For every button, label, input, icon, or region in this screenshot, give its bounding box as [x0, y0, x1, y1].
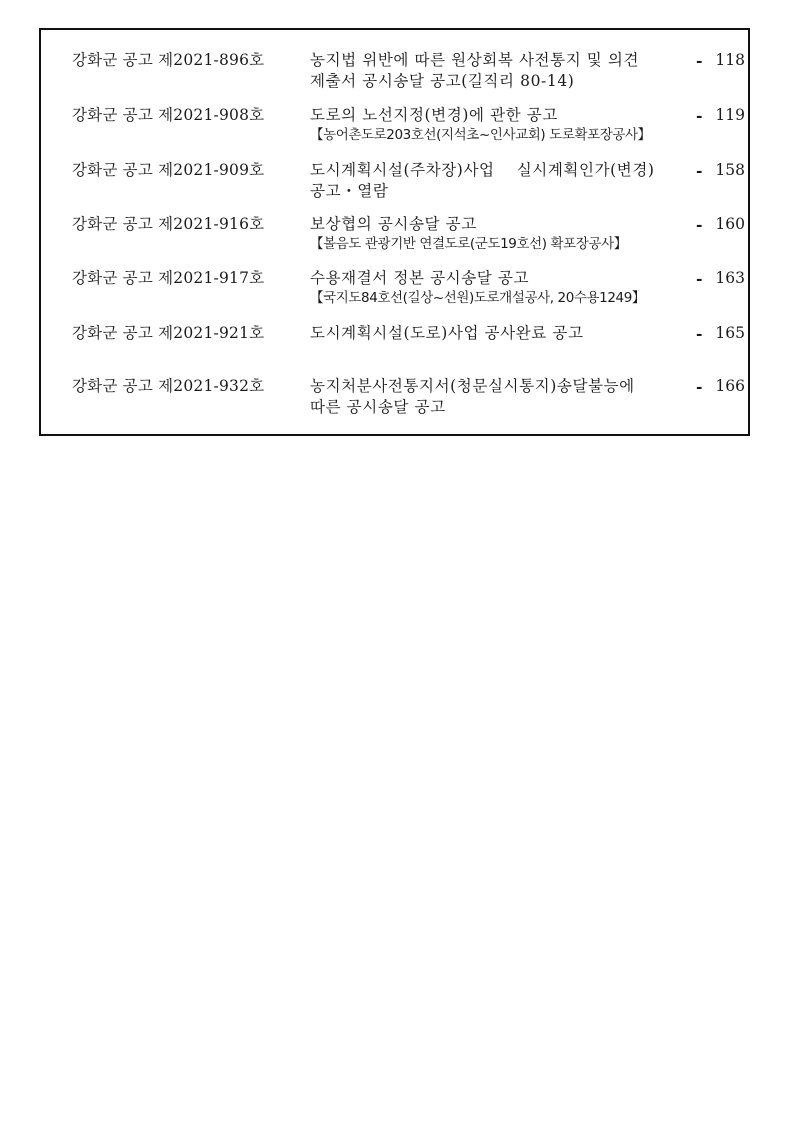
leader-dash: - — [696, 324, 703, 343]
notice-title-line: 공고・열람 — [310, 182, 389, 200]
page-number: 158 — [715, 161, 745, 179]
table-of-contents — [39, 28, 750, 436]
page-number: 118 — [715, 51, 745, 69]
notice-title — [310, 160, 703, 202]
notice-number: 강화군 공고 제2021-917호 — [72, 269, 265, 287]
toc-entry — [41, 50, 748, 94]
notice-title — [310, 214, 703, 254]
notice-subtitle: 【농어촌도로203호선(지석초~인사교회) 도로확포장공사】 — [310, 127, 651, 143]
notice-number: 강화군 공고 제2021-921호 — [72, 324, 265, 342]
notice-number: 강화군 공고 제2021-932호 — [72, 377, 265, 395]
notice-title — [310, 323, 703, 344]
notice-title — [310, 376, 703, 418]
toc-entry — [41, 376, 748, 420]
leader-dash: - — [696, 269, 703, 288]
notice-title-line: 농지법 위반에 따른 원상회복 사전통지 및 의견 — [310, 51, 640, 69]
notice-title-line: 도시계획시설(주차장)사업 실시계획인가(변경) — [310, 161, 655, 179]
toc-entry — [41, 160, 748, 204]
notice-subtitle: 【국지도84호선(길상~선원)도로개설공사, 20수용1249】 — [310, 290, 646, 306]
notice-title-line: 농지처분사전통지서(청문실시통지)송달불능에 — [310, 377, 635, 395]
notice-title — [310, 50, 703, 92]
notice-title — [310, 268, 703, 308]
notice-title-line: 도로의 노선지정(변경)에 관한 공고 — [310, 106, 558, 124]
leader-dash: - — [696, 377, 703, 396]
notice-number: 강화군 공고 제2021-896호 — [72, 51, 265, 69]
toc-entry — [41, 323, 748, 367]
notice-title-line: 도시계획시설(도로)사업 공사완료 공고 — [310, 324, 584, 342]
page-number: 166 — [715, 377, 745, 395]
toc-entry — [41, 268, 748, 312]
leader-dash: - — [696, 51, 703, 70]
toc-entry — [41, 105, 748, 149]
notice-subtitle: 【볼음도 관광기반 연결도로(군도19호선) 확포장공사】 — [310, 236, 627, 252]
page-number: 119 — [715, 106, 745, 124]
notice-number: 강화군 공고 제2021-909호 — [72, 161, 265, 179]
leader-dash: - — [696, 106, 703, 125]
notice-title-line: 수용재결서 정본 공시송달 공고 — [310, 269, 530, 287]
notice-title-line: 제출서 공시송달 공고(길직리 80-14) — [310, 72, 575, 90]
notice-title-line: 따른 공시송달 공고 — [310, 398, 446, 416]
toc-entry — [41, 214, 748, 258]
leader-dash: - — [696, 215, 703, 234]
notice-number: 강화군 공고 제2021-916호 — [72, 215, 265, 233]
notice-title-line: 보상협의 공시송달 공고 — [310, 215, 477, 233]
page-number: 160 — [715, 215, 745, 233]
notice-number: 강화군 공고 제2021-908호 — [72, 106, 265, 124]
page-number: 165 — [715, 324, 745, 342]
leader-dash: - — [696, 161, 703, 180]
notice-title — [310, 105, 703, 145]
page-number: 163 — [715, 269, 745, 287]
